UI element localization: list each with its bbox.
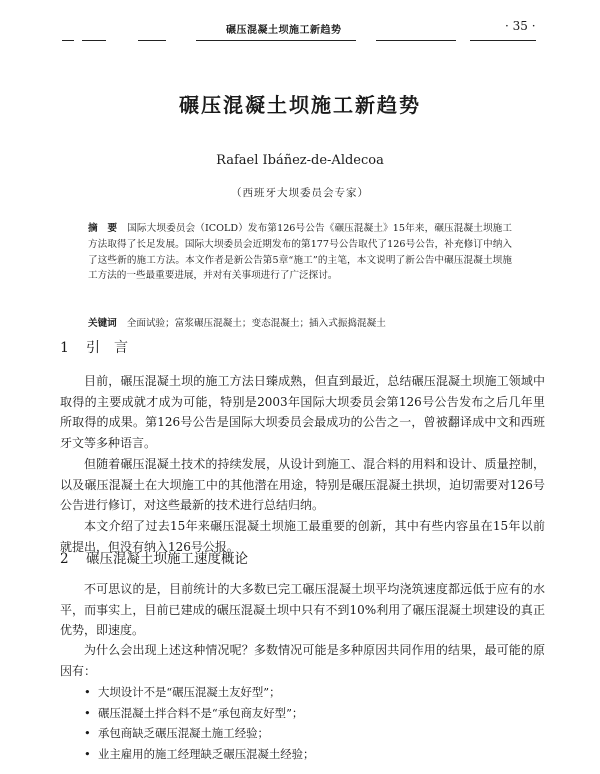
- section-number: 1: [60, 340, 69, 356]
- article-title: 碾压混凝土坝施工新趋势: [179, 93, 421, 117]
- section-heading: [60, 547, 248, 567]
- keywords: [88, 316, 512, 331]
- header-rule: [82, 40, 106, 41]
- body-paragraph: 目前，碾压混凝土坝的施工方法日臻成熟，但直到最近，总结碾压混凝土坝施工领域中取得的主要成就才成为可能，特别是2003年国际大坝委员会第126号公告发布之后几年里所取得的成果。第126号公告是国际大坝委员会最成功的公告之一，曾被翻译成中文和西班牙文等多种语言。: [60, 374, 545, 450]
- keywords-label: 关键词: [88, 318, 117, 329]
- body-paragraph: 本文介绍了过去15年来碾压混凝土坝施工最重要的创新，其中有些内容虽在15年以前就提出，但没有纳入126号公报。: [60, 519, 545, 554]
- section-number: 2: [60, 551, 69, 567]
- section-title: 碾压混凝土坝施工速度概论: [86, 551, 248, 567]
- list-item: • 碾压混凝土拌合料不是“承包商友好型”；: [84, 703, 544, 724]
- header-rule: [196, 40, 356, 41]
- header-rule: [138, 40, 166, 41]
- section-title: 引言: [86, 340, 142, 356]
- abstract-label: 摘 要: [88, 223, 118, 234]
- page-number: · 35 ·: [505, 19, 536, 33]
- keywords-text: 全面试验；富浆碾压混凝土；变态混凝土；插入式振捣混凝土: [126, 318, 386, 329]
- section-heading: [60, 337, 142, 357]
- author-affiliation: （西班牙大坝委员会专家）: [231, 187, 369, 199]
- list-item: • 承包商缺乏碾压混凝土施工经验；: [84, 723, 544, 744]
- running-head: [0, 0, 600, 44]
- header-rule: [62, 40, 74, 41]
- author-name: Rafael Ibáñez-de-Aldecoa: [216, 153, 384, 168]
- reason-list: [84, 682, 544, 764]
- header-rule: [376, 40, 456, 41]
- body-paragraph: 为什么会出现上述这种情况呢？多数情况可能是多种原因共同作用的结果，最可能的原因有：: [60, 643, 545, 678]
- body-paragraph: 不可思议的是，目前统计的大多数已完工碾压混凝土坝平均浇筑速度都远低于应有的水平，而事实上，目前已建成的碾压混凝土坝中只有不到10%利用了碾压混凝土坝建设的真正优势，即速度。: [60, 582, 545, 638]
- running-title: 碾压混凝土坝施工新趋势: [226, 25, 342, 36]
- list-item: • 大坝设计不是“碾压混凝土友好型”；: [84, 682, 544, 703]
- abstract-text: 国际大坝委员会（ICOLD）发布第126号公告《碾压混凝土》15年来，碾压混凝土坝施工方法取得了长足发展。国际大坝委员会近期发布的第177号公告取代了126号公告，补充修订中纳入了这些新的施工方法。本文作者是新公告第5章“施工”的主笔，本文说明了新公告中碾压混凝土坝施工方法的一些最重要进展，并对有关事项进行了广泛探讨。: [88, 223, 513, 282]
- abstract: [88, 221, 512, 284]
- header-rule: [470, 40, 536, 41]
- list-item: • 业主雇用的施工经理缺乏碾压混凝土经验；: [84, 744, 544, 765]
- body-paragraph: 但随着碾压混凝土技术的持续发展，从设计到施工、混合料的用料和设计、质量控制，以及碾压混凝土在大坝施工中的其他潜在用途，特别是碾压混凝土拱坝，迫切需要对126号公告进行修订，对这些最新的技术进行总结归纳。: [60, 457, 545, 513]
